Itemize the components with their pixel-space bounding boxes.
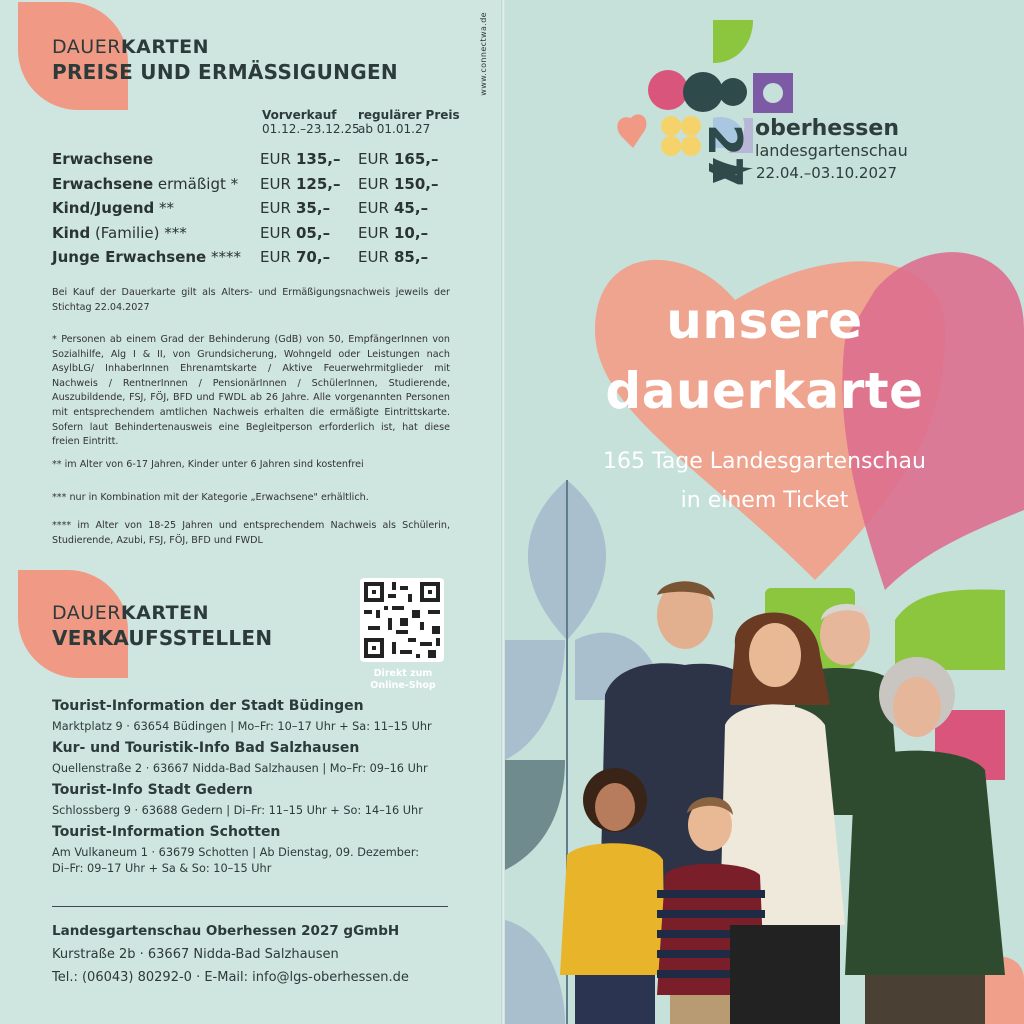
- hero-line-2: dauerkarte: [605, 362, 924, 420]
- location-detail: Schlossberg 9 · 63688 Gedern | Di–Fr: 11–15 Uhr + So: 14–16 Uhr: [52, 804, 423, 817]
- regular-price: 165,–: [394, 150, 439, 168]
- regular-price: 85,–: [394, 248, 429, 266]
- price-category: Erwachsene: [52, 150, 154, 168]
- price-row: [52, 248, 452, 272]
- regular-price: 10,–: [394, 223, 429, 242]
- price-row: [52, 224, 452, 248]
- currency-label: EUR: [358, 199, 389, 217]
- currency-label: EUR: [260, 199, 291, 217]
- col-presale-header: Vorverkauf 01.12.–23.12.25: [262, 108, 360, 136]
- location-detail: Di–Fr: 09–17 Uhr + Sa & So: 10–15 Uhr: [52, 862, 272, 875]
- currency-label: EUR: [358, 174, 389, 193]
- price-row: [52, 175, 452, 199]
- presale-price: 70,–: [296, 248, 331, 266]
- org-contact: Tel.: (06043) 80292-0 · E-Mail: info@lgs-oberhessen.de: [52, 970, 409, 985]
- price-category: Erwachsene ermäßigt *: [52, 174, 239, 193]
- event-dates: 22.04.–03.10.2027: [756, 164, 898, 182]
- currency-label: EUR: [260, 223, 291, 242]
- currency-label: EUR: [358, 248, 389, 266]
- org-name: Landesgartenschau Oberhessen 2027 gGmbH: [52, 923, 400, 939]
- location-name: Tourist-Information Schotten: [52, 824, 281, 840]
- location-detail: Am Vulkaneum 1 · 63679 Schotten | Ab Dienstag, 09. Dezember:: [52, 846, 420, 859]
- presale-price: 125,–: [296, 174, 341, 193]
- decor-petal: [18, 570, 128, 678]
- qr-caption: Direkt zum Online-Shop: [370, 668, 436, 691]
- note-1: * Personen ab einem Grad der Behinderung (GdB) von 50, EmpfängerInnen von Sozialhilfe, Alg I & II, von Grundsicherung, Wohngeld oder Leistungen nach AsylbLG/ InhaberInnen Ehrenamtskarte / Aktive Feuerwehrmitglieder mit Nachweis / RentnerInnen / PensionärInnen / SchülerInnen, Studierende, Auszubildende, FSJ, FÖJ, BFD und FWDL ab 26 Jahre. Alle vorgenannten Personen mit entsprechendem amtlichen Nachweis erhalten die ermäßigte Eintrittskarte. Sofern laut Behindertenausweis eine Begleitperson erforderlich ist, hat diese freien Eintritt.: [52, 334, 450, 448]
- presale-price: 05,–: [296, 223, 331, 242]
- regular-price: 150,–: [394, 174, 439, 193]
- currency-label: EUR: [260, 150, 291, 168]
- price-subheading: PREISE UND ERMÄSSIGUNGEN: [52, 60, 398, 84]
- location-name: Tourist-Information der Stadt Büdingen: [52, 698, 364, 714]
- family-photo: [545, 575, 1024, 1024]
- logo-number: 27: [698, 124, 752, 189]
- note-4: **** im Alter von 18-25 Jahren und entsprechendem Nachweis als Schülerin, Studierende, Azubi, FSJ, FÖJ, BFD und FWDL: [52, 520, 450, 546]
- presale-price: 135,–: [296, 150, 341, 168]
- col-regular-header: regulärer Preis ab 01.01.27: [358, 108, 460, 136]
- location-detail: Quellenstraße 2 · 63667 Nidda-Bad Salzhausen | Mo–Fr: 09–16 Uhr: [52, 762, 428, 775]
- note-stichtag: Bei Kauf der Dauerkarte gilt als Alters- und Ermäßigungsnachweis jeweils der Stichtag 22.04.2027: [52, 287, 450, 313]
- location-detail: Marktplatz 9 · 63654 Büdingen | Mo–Fr: 10–17 Uhr + Sa: 11–15 Uhr: [52, 720, 432, 733]
- brand-sub: landesgartenschau: [755, 141, 908, 160]
- location-name: Tourist-Info Stadt Gedern: [52, 782, 253, 798]
- sales-subheading: VERKAUFSSTELLEN: [52, 626, 273, 650]
- subline-1: 165 Tage Landesgartenschau: [603, 449, 926, 474]
- price-category: Kind/Jugend **: [52, 199, 175, 217]
- currency-label: EUR: [358, 223, 389, 242]
- price-heading: DAUERKARTEN: [52, 36, 209, 58]
- regular-price: 45,–: [394, 199, 429, 217]
- hero-line-1: unsere: [666, 292, 863, 350]
- note-2: ** im Alter von 6-17 Jahren, Kinder unter 6 Jahren sind kostenfrei: [52, 459, 364, 470]
- currency-label: EUR: [260, 248, 291, 266]
- price-row: [52, 150, 452, 174]
- sales-heading: DAUERKARTEN: [52, 602, 209, 624]
- org-address: Kurstraße 2b · 63667 Nidda-Bad Salzhausen: [52, 947, 339, 962]
- currency-label: EUR: [260, 174, 291, 193]
- price-row: [52, 199, 452, 223]
- currency-label: EUR: [358, 150, 389, 168]
- back-panel: [0, 0, 502, 1024]
- cover-panel: [505, 0, 1024, 1024]
- price-category: Junge Erwachsene ****: [52, 248, 241, 266]
- location-name: Kur- und Touristik-Info Bad Salzhausen: [52, 740, 360, 756]
- price-category: Kind (Familie) ***: [52, 223, 187, 242]
- brand-name: oberhessen: [755, 116, 899, 141]
- divider: [52, 906, 448, 907]
- presale-price: 35,–: [296, 199, 331, 217]
- note-3: *** nur in Kombination mit der Kategorie „Erwachsene" erhältlich.: [52, 492, 369, 503]
- subline-2: in einem Ticket: [680, 488, 849, 513]
- qr-code[interactable]: [360, 578, 444, 662]
- imprint-url: www.connectwa.de: [479, 12, 488, 96]
